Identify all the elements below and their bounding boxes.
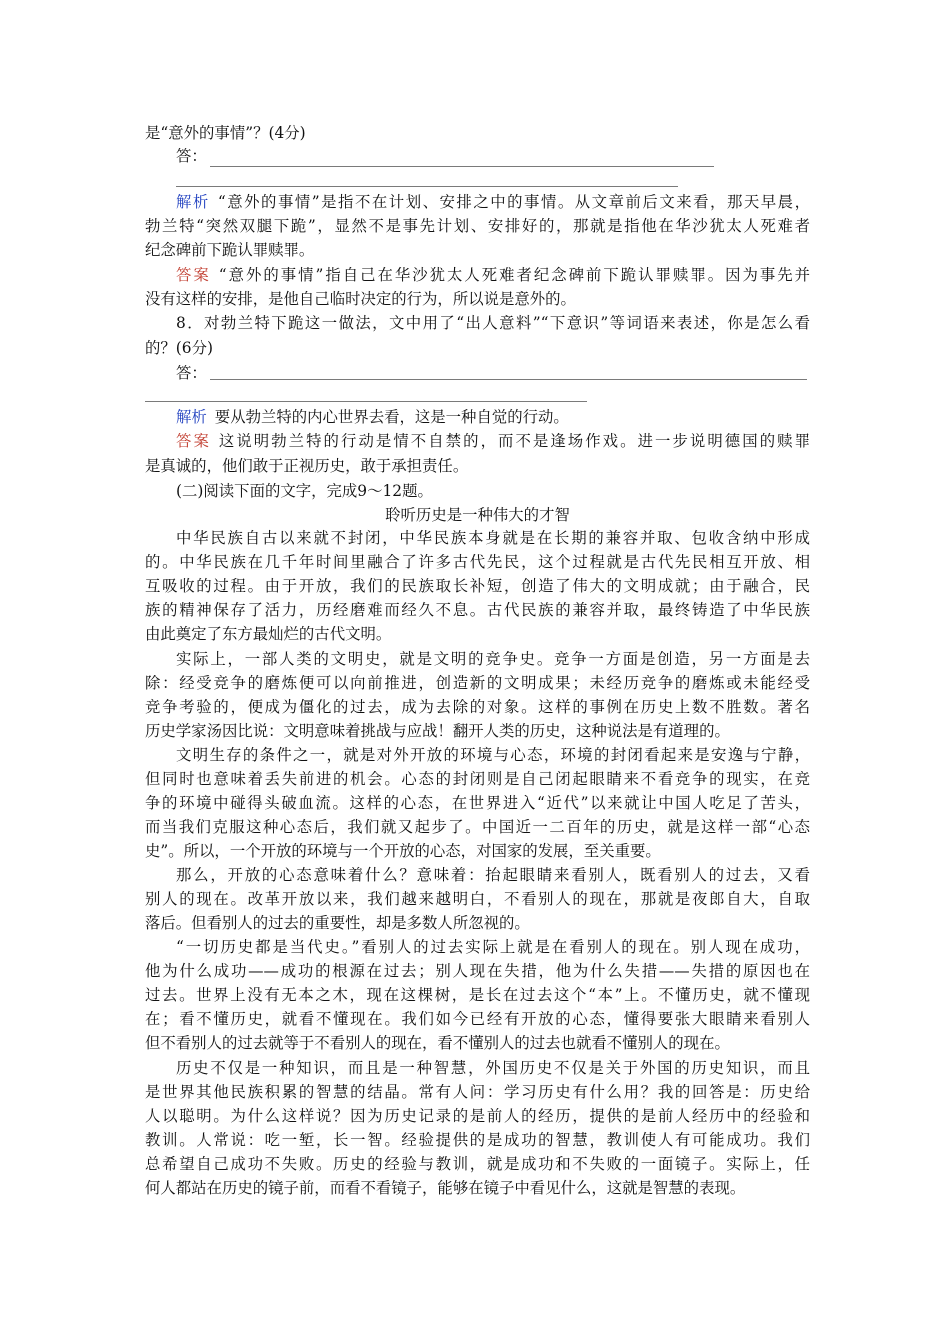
- article-line: 总希望自己成功不失败。历史的经验与教训，就是成功和不失败的一面镜子。实际上，任: [145, 1155, 810, 1173]
- answer-line: [210, 379, 807, 380]
- answer-prompt: 答：: [176, 364, 207, 382]
- article-line: 过去。世界上没有无本之木，现在这棵树，是长在过去这个“本”上。不懂历史，就不懂现: [145, 986, 810, 1004]
- answer-label: 答案: [176, 266, 211, 284]
- article-line: 但同时也意味着丢失前进的机会。心态的封闭则是自己闭起眼睛来不看竞争的现实，在竞: [145, 770, 810, 788]
- article-line: 何人都站在历史的镜子前，而看不看镜子，能够在镜子中看见什么，这就是智慧的表现。: [145, 1179, 746, 1197]
- answer-line: [210, 166, 714, 167]
- article-line: 争的环境中碰得头破血流。这样的心态，在世界进入“近代”以来就让中国人吃足了苦头，: [145, 794, 810, 812]
- article-line: 互吸收的过程。由于开放，我们的民族取长补短，创造了伟大的文明成就；由于融合，民: [145, 577, 810, 595]
- article-paragraph: 实际上，一部人类的文明史，就是文明的竞争史。竞争一方面是创造，另一方面是去: [176, 650, 810, 668]
- article-line: 史”。所以，一个开放的环境与一个开放的心态，对国家的发展，至关重要。: [145, 842, 661, 860]
- article-line: 族的精神保存了活力，历经磨难而经久不息。古代民族的兼容并取，最终铸造了中华民族: [145, 601, 810, 619]
- article-line: 教训。人常说：吃一堑，长一智。经验提供的是成功的智慧，教训使人有可能成功。我们: [145, 1131, 810, 1149]
- analysis-paragraph: 解析 要从勃兰特的内心世界去看，这是一种自觉的行动。: [176, 408, 569, 426]
- question-7-tail: 是“意外的事情”？(4分): [145, 124, 306, 142]
- article-line: 由此奠定了东方最灿烂的古代文明。: [145, 625, 392, 643]
- answer-line: [176, 186, 678, 187]
- article-line: 的。中华民族在几千年时间里融合了许多古代先民，这个过程就是古代先民相互开放、相: [145, 553, 810, 571]
- answer-label: 答案: [176, 432, 211, 450]
- answer-paragraph: 答案 这说明勃兰特的行动是情不自禁的，而不是逢场作戏。进一步说明德国的赎罪: [176, 432, 810, 450]
- question-8-tail: 的？(6分): [145, 339, 213, 357]
- question-8: 8．对勃兰特下跪这一做法，文中用了“出人意料”“下意识”等词语来表述，你是怎么看: [176, 314, 810, 332]
- article-line: 人以聪明。为什么这样说？因为历史记录的是前人的经历，提供的是前人经历中的经验和: [145, 1107, 810, 1125]
- analysis-line: 勃兰特“突然双腿下跪”，显然不是事先计划、安排好的，那就是指他在华沙犹太人死难者: [145, 217, 810, 235]
- article-paragraph: “一切历史都是当代史。”看别人的过去实际上就是在看别人的现在。别人现在成功，: [176, 938, 810, 956]
- article-paragraph: 历史不仅是一种知识，而且是一种智慧，外国历史不仅是关于外国的历史知识，而且: [176, 1059, 810, 1077]
- analysis-label: 解析: [176, 193, 210, 211]
- article-line: 而当我们克服这种心态后，我们就又起步了。中国近一二百年的历史，就是这样一部“心态: [145, 818, 810, 836]
- answer-paragraph: 答案 “意外的事情”指自己在华沙犹太人死难者纪念碑前下跪认罪赎罪。因为事先并: [176, 266, 810, 284]
- section-instruction: (二)阅读下面的文字，完成9～12题。: [176, 482, 433, 500]
- answer-line-text: 没有这样的安排，是他自己临时决定的行为，所以说是意外的。: [145, 290, 576, 308]
- article-line: 落后。但看别人的过去的重要性，却是多数人所忽视的。: [145, 914, 530, 932]
- analysis-paragraph: 解析 “意外的事情”是指不在计划、安排之中的事情。从文章前后文来看，那天早晨，: [176, 193, 810, 211]
- analysis-line: 纪念碑前下跪认罪赎罪。: [145, 241, 315, 259]
- article-paragraph: 中华民族自古以来就不封闭，中华民族本身就是在长期的兼容并取、包收含纳中形成: [176, 529, 810, 547]
- article-line: 除：经受竞争的磨炼便可以向前推进，创造新的文明成果；未经历竞争的磨炼或未能经受: [145, 674, 810, 692]
- article-line: 他为什么成功——成功的根源在过去；别人现在失措，他为什么失措——失措的原因也在: [145, 962, 810, 980]
- article-line: 竞争考验的，便成为僵化的过去，成为去除的对象。这样的事例在历史上数不胜数。著名: [145, 698, 810, 716]
- analysis-label: 解析: [176, 408, 207, 426]
- article-line: 但不看别人的过去就等于不看别人的现在，看不懂别人的过去也就看不懂别人的现在。: [145, 1034, 730, 1052]
- article-line: 是世界其他民族积累的智慧的结晶。常有人问：学习历史有什么用？我的回答是：历史给: [145, 1083, 810, 1101]
- article-title: 聆听历史是一种伟大的才智: [385, 506, 570, 524]
- article-paragraph: 文明生存的条件之一，就是对外开放的环境与心态，环境的封闭看起来是安逸与宁静，: [176, 746, 810, 764]
- article-paragraph: 那么，开放的心态意味着什么？意味着：抬起眼睛来看别人，既看别人的过去，又看: [176, 866, 810, 884]
- article-line: 在；看不懂历史，就看不懂现在。我们如今已经有开放的心态，懂得要张大眼睛来看别人: [145, 1010, 810, 1028]
- article-line: 别人的现在。改革开放以来，我们越来越明白，不看别人的现在，那就是夜郎自大，自取: [145, 890, 810, 908]
- answer-line: [145, 401, 587, 402]
- answer-prompt: 答：: [176, 147, 207, 165]
- answer-line-text: 是真诚的，他们敢于正视历史，敢于承担责任。: [145, 457, 469, 475]
- article-line: 历史学家汤因比说：文明意味着挑战与应战！翻开人类的历史，这种说法是有道理的。: [145, 722, 730, 740]
